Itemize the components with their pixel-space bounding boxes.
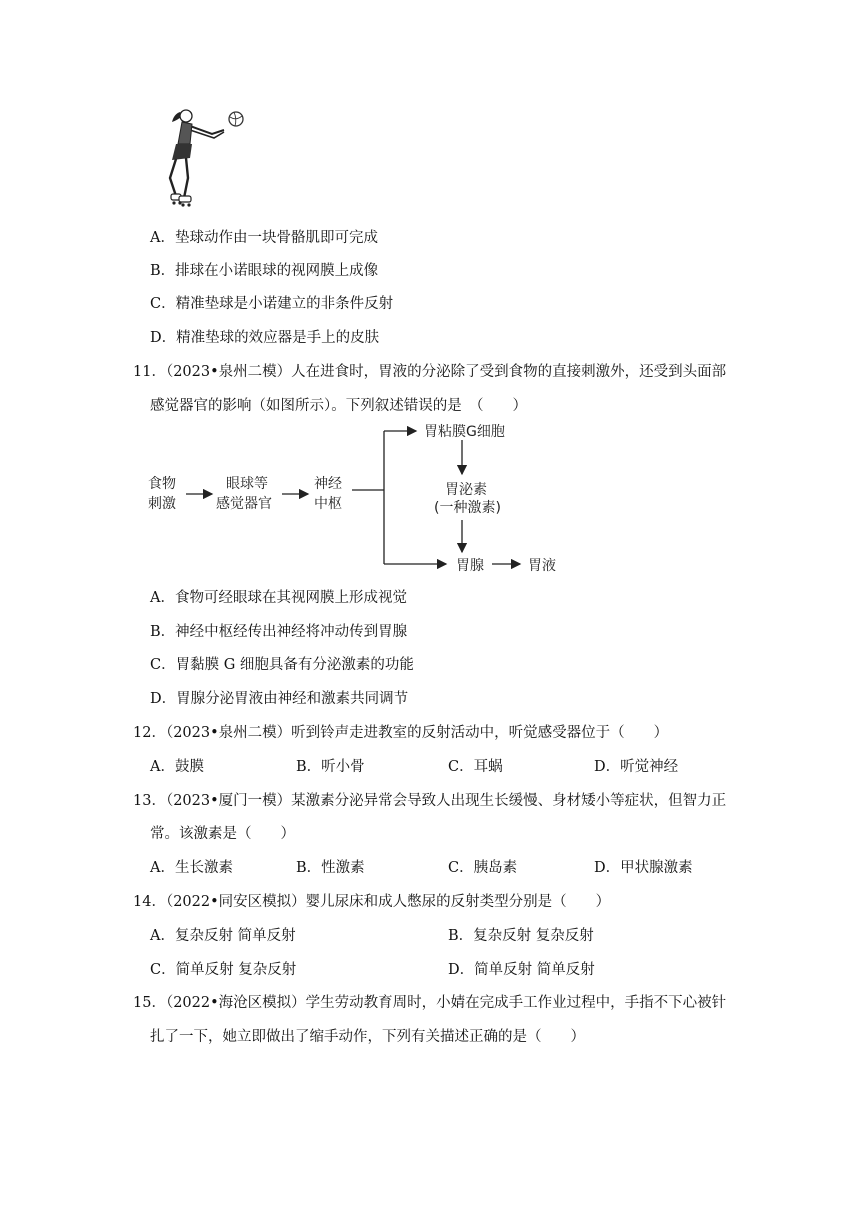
- gastric-secretion-diagram: [140, 416, 580, 578]
- q12-option-a: A．鼓膜: [150, 759, 204, 775]
- diagram-food-label-2: 刺激: [148, 496, 176, 512]
- q12-stem: 12．（2023•泉州二模）听到铃声走进教室的反射活动中，听觉感受器位于（ ）: [133, 725, 669, 741]
- diagram-gastrin-label-2: (一种激素): [434, 500, 501, 516]
- q13-option-b: B．性激素: [296, 860, 365, 876]
- q14-option-d: D．简单反射 简单反射: [448, 962, 595, 978]
- diagram-gland-label: 胃腺: [456, 558, 484, 574]
- diagram-eye-label-1: 眼球等: [226, 476, 268, 492]
- q10-option-a: A．垫球动作由一块骨骼肌即可完成: [150, 230, 378, 246]
- q13-option-a: A．生长激素: [150, 860, 233, 876]
- q14-option-a: A．复杂反射 简单反射: [150, 928, 296, 944]
- q14-stem: 14．（2022•同安区模拟）婴儿尿床和成人憋尿的反射类型分别是（ ）: [133, 894, 611, 910]
- diagram-nerve-label-1: 神经: [314, 476, 342, 492]
- q10-option-d: D．精准垫球的效应器是手上的皮肤: [150, 330, 380, 346]
- q11-stem-line1: 11．（2023•泉州二模）人在进食时，胃液的分泌除了受到食物的直接刺激外，还受到头面部: [133, 364, 727, 380]
- q13-option-d: D．甲状腺激素: [594, 860, 693, 876]
- q11-option-a: A．食物可经眼球在其视网膜上形成视觉: [150, 590, 407, 606]
- q11-option-d: D．胃腺分泌胃液由神经和激素共同调节: [150, 691, 409, 707]
- diagram-nerve-label-2: 中枢: [314, 496, 342, 512]
- q14-option-b: B．复杂反射 复杂反射: [448, 928, 594, 944]
- q15-stem-line2: 扎了一下，她立即做出了缩手动作，下列有关描述正确的是（ ）: [150, 1029, 585, 1045]
- volleyball-player-illustration: [160, 104, 252, 216]
- q13-stem-line1: 13．（2023•厦门一模）某激素分泌异常会导致人出现生长缓慢、身材矮小等症状，但智力正: [133, 793, 727, 809]
- diagram-food-label-1: 食物: [148, 476, 176, 492]
- q14-option-c: C．简单反射 复杂反射: [150, 962, 297, 978]
- q15-stem-line1: 15．（2022•海沧区模拟）学生劳动教育周时，小婧在完成手工作业过程中，手指不下心被针: [133, 995, 727, 1011]
- q13-option-c: C．胰岛素: [448, 860, 518, 876]
- q12-option-d: D．听觉神经: [594, 759, 679, 775]
- q12-option-b: B．听小骨: [296, 759, 365, 775]
- diagram-gastrin-label-1: 胃泌素: [445, 482, 487, 498]
- q12-option-c: C．耳蜗: [448, 759, 503, 775]
- diagram-g-cell-label: 胃粘膜G细胞: [424, 424, 505, 440]
- q10-option-b: B．排球在小诺眼球的视网膜上成像: [150, 263, 379, 279]
- q11-option-c: C．胃黏膜 G 细胞具备有分泌激素的功能: [150, 657, 414, 673]
- diagram-juice-label: 胃液: [528, 558, 556, 574]
- q13-stem-line2: 常。该激素是（ ）: [150, 826, 295, 842]
- q11-stem-line2: 感觉器官的影响（如图所示）。下列叙述错误的是 （ ）: [150, 398, 527, 414]
- q10-option-c: C．精准垫球是小诺建立的非条件反射: [150, 296, 394, 312]
- diagram-eye-label-2: 感觉器官: [216, 496, 272, 512]
- q11-option-b: B．神经中枢经传出神经将冲动传到胃腺: [150, 624, 408, 640]
